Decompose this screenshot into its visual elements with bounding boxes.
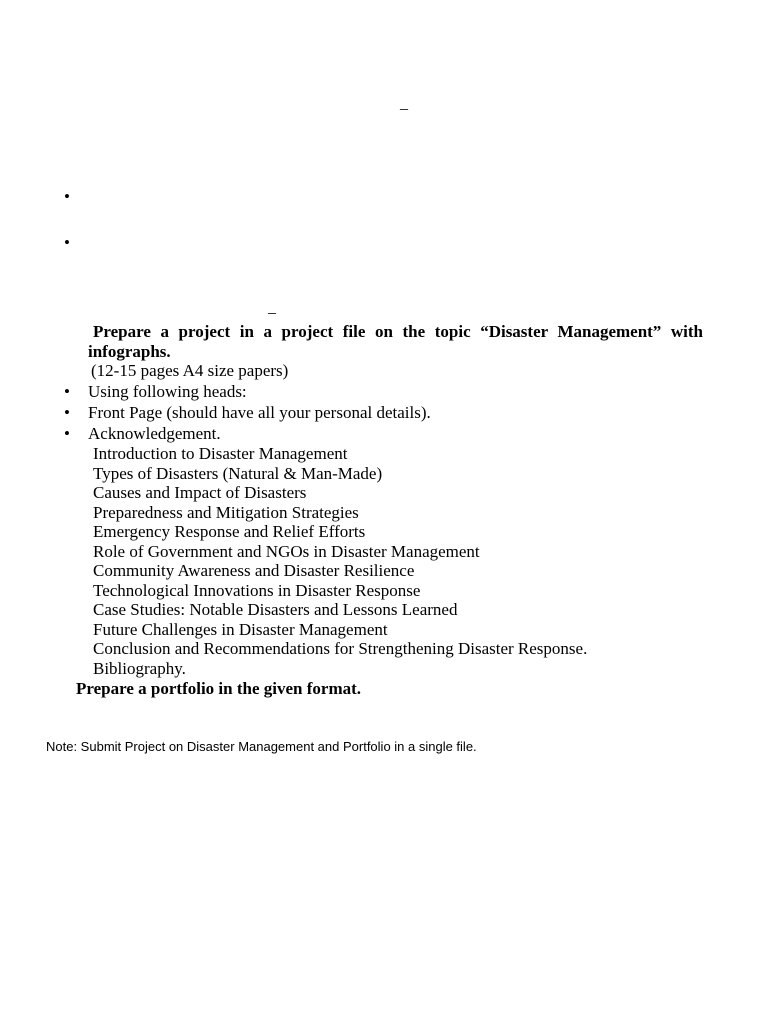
instruction-line-2: infographs. [88, 342, 171, 361]
bullet-marker: • [64, 382, 70, 401]
topic-item: Emergency Response and Relief Efforts [93, 522, 366, 541]
instruction-line-1: Prepare a project in a project file on the topic “Disaster Management” with [93, 322, 703, 341]
underscore-mark-top: _ [400, 95, 408, 112]
topic-item: Future Challenges in Disaster Management [93, 619, 388, 639]
bullet-item-front-page: Front Page (should have all your personal details). [88, 403, 431, 422]
bullet-item-heads: Using following heads: [88, 382, 247, 401]
topic-item: Community Awareness and Disaster Resilience [93, 561, 415, 580]
bullet-item-acknowledgement: Acknowledgement. [88, 424, 221, 443]
topic-item: Case Studies: Notable Disasters and Lessons Learned [93, 600, 458, 619]
empty-bullet-2: • [64, 233, 70, 252]
topic-item: Technological Innovations in Disaster Response [93, 580, 421, 600]
topic-item: Types of Disasters (Natural & Man-Made) [93, 463, 383, 483]
topic-item: Role of Government and NGOs in Disaster Management [93, 541, 480, 561]
topic-item: Introduction to Disaster Management [93, 444, 348, 463]
submission-note: Note: Submit Project on Disaster Management and Portfolio in a single file. [46, 739, 477, 754]
topic-item: Causes and Impact of Disasters [93, 483, 307, 502]
page-count-note: (12-15 pages A4 size papers) [91, 361, 289, 380]
topic-list [93, 444, 587, 678]
topic-item: Conclusion and Recommendations for Strengthening Disaster Response. [93, 639, 588, 658]
bullet-marker: • [64, 424, 70, 443]
bullet-marker: • [64, 403, 70, 422]
topic-item: Bibliography. [93, 658, 186, 678]
portfolio-instruction: Prepare a portfolio in the given format. [76, 679, 362, 698]
topic-item: Preparedness and Mitigation Strategies [93, 502, 359, 522]
empty-bullet-1: • [64, 187, 70, 206]
underscore-mark-mid: _ [268, 299, 276, 316]
